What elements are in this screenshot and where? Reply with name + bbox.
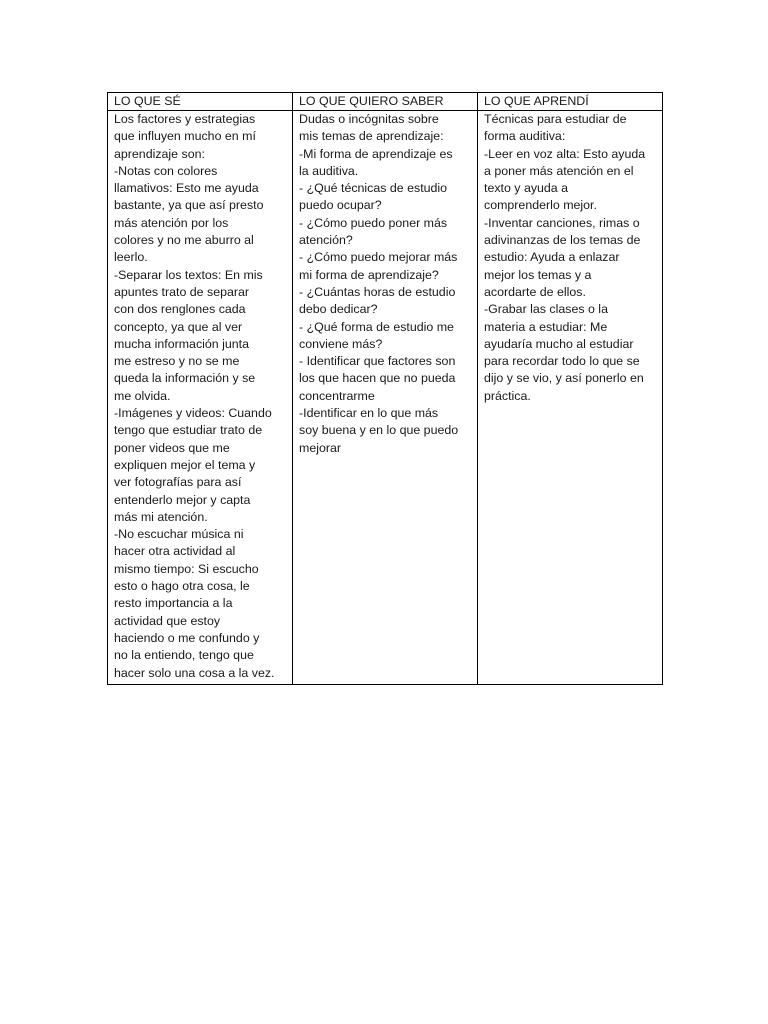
cell-text-line: debo dedicar? [299, 302, 378, 317]
cell-text-line: resto importancia a la [114, 596, 233, 611]
cell-text-line: mejorar [299, 440, 341, 455]
cell-text-line: que influyen mucho en mí [114, 129, 256, 144]
cell-text-line: comprenderlo mejor. [484, 198, 597, 213]
cell-lo-que-quiero-saber [293, 111, 478, 685]
cell-text-line: puedo ocupar? [299, 198, 382, 213]
cell-text-line: actividad que estoy [114, 613, 221, 628]
cell-text-line: - ¿Cómo puedo poner más [299, 215, 448, 230]
cell-text-line: - ¿Cuántas horas de estudio [299, 284, 456, 299]
cell-text-line: forma auditiva: [484, 129, 566, 144]
cell-text-line: -Mi forma de aprendizaje es [299, 146, 453, 161]
cell-lo-que-aprendi [478, 111, 663, 685]
cell-text-line: Dudas o incógnitas sobre [299, 112, 439, 126]
cell-lo-que-se [108, 111, 293, 685]
cell-text-line: expliquen mejor el tema y [114, 457, 256, 472]
cell-text-line: leerlo. [114, 250, 148, 265]
cell-text-line: -Leer en voz alta: Esto ayuda [484, 146, 646, 161]
cell-text-line: Los factores y estrategias [114, 112, 256, 126]
cell-text-line: ayudaría mucho al estudiar [484, 336, 634, 351]
header-lo-que-aprendi: LO QUE APRENDÍ [478, 93, 663, 111]
cell-text-line: me olvida. [114, 388, 171, 403]
cell-text-line: -Inventar canciones, rimas o [484, 215, 640, 230]
cell-text-line: mi forma de aprendizaje? [299, 267, 439, 282]
cell-text-line: me estreso y no se me [114, 354, 240, 369]
cell-text-line: soy buena y en lo que puedo [299, 423, 459, 438]
cell-text-line: concentrarme [299, 388, 375, 403]
cell-text-line: -Separar los textos: En mis [114, 267, 263, 282]
cell-text-line: hacer solo una cosa a la vez. [114, 665, 275, 680]
cell-text-line: aprendizaje son: [114, 146, 205, 161]
cell-text-line: mismo tiempo: Si escucho [114, 561, 259, 576]
cell-text-line: llamativos: Esto me ayuda [114, 181, 259, 196]
cell-text-line: colores y no me aburro al [114, 233, 254, 248]
cell-text-line: - Identificar que factores son [299, 354, 456, 369]
cell-text-line: adivinanzas de los temas de [484, 233, 641, 248]
cell-text-line: - ¿Cómo puedo mejorar más [299, 250, 458, 265]
cell-text-line: materia a estudiar: Me [484, 319, 608, 334]
cell-text-line: apuntes trato de separar [114, 284, 250, 299]
cell-text-line: mejor los temas y a [484, 267, 592, 282]
cell-text-line: acordarte de ellos. [484, 284, 586, 299]
cell-text-line: - ¿Qué forma de estudio me [299, 319, 454, 334]
header-lo-que-quiero-saber: LO QUE QUIERO SABER [293, 93, 478, 111]
cell-text-line: a poner más atención en el [484, 163, 634, 178]
cell-text-line: más atención por los [114, 215, 229, 230]
cell-text-line: para recordar todo lo que se [484, 354, 640, 369]
cell-text-line: concepto, ya que al ver [114, 319, 243, 334]
cell-text-line: texto y ayuda a [484, 181, 569, 196]
cell-text-line: ver fotografías para así [114, 475, 242, 490]
cell-text-line: haciendo o me confundo y [114, 630, 260, 645]
cell-text-line: -Grabar las clases o la [484, 302, 608, 317]
cell-text-line: la auditiva. [299, 163, 359, 178]
cell-text-line: hacer otra actividad al [114, 544, 236, 559]
cell-text-line: - ¿Qué técnicas de estudio [299, 181, 448, 196]
cell-text-line: Técnicas para estudiar de [484, 112, 627, 126]
cell-text-line: más mi atención. [114, 509, 208, 524]
cell-text-line: esto o hago otra cosa, le [114, 579, 250, 594]
cell-text-line: dijo y se vio, y así ponerlo en [484, 371, 644, 386]
cell-text-line: los que hacen que no pueda [299, 371, 456, 386]
cell-text-line: queda la información y se [114, 371, 256, 386]
cell-text-line: bastante, ya que así presto [114, 198, 264, 213]
cell-text-line: -Notas con colores [114, 163, 218, 178]
cell-text-line: mucha información junta [114, 336, 249, 351]
cell-text-line: -Imágenes y videos: Cuando [114, 406, 272, 421]
cell-text-line: -Identificar en lo que más [299, 406, 439, 421]
cell-text-line: entenderlo mejor y capta [114, 492, 251, 507]
cell-text-line: poner videos que me [114, 440, 230, 455]
header-row [108, 93, 663, 111]
cell-text-line: -No escuchar música ni [114, 527, 244, 542]
cell-text-line: mis temas de aprendizaje: [299, 129, 444, 144]
cell-text-line: práctica. [484, 388, 531, 403]
kwl-table [107, 92, 663, 685]
cell-text-line: atención? [299, 233, 353, 248]
cell-text-line: con dos renglones cada [114, 302, 246, 317]
content-row [108, 111, 663, 685]
cell-text-line: estudio: Ayuda a enlazar [484, 250, 620, 265]
cell-text-line: conviene más? [299, 336, 383, 351]
cell-text-line: no la entiendo, tengo que [114, 648, 254, 663]
header-lo-que-se: LO QUE SÉ [108, 93, 293, 111]
cell-text-line: tengo que estudiar trato de [114, 423, 263, 438]
